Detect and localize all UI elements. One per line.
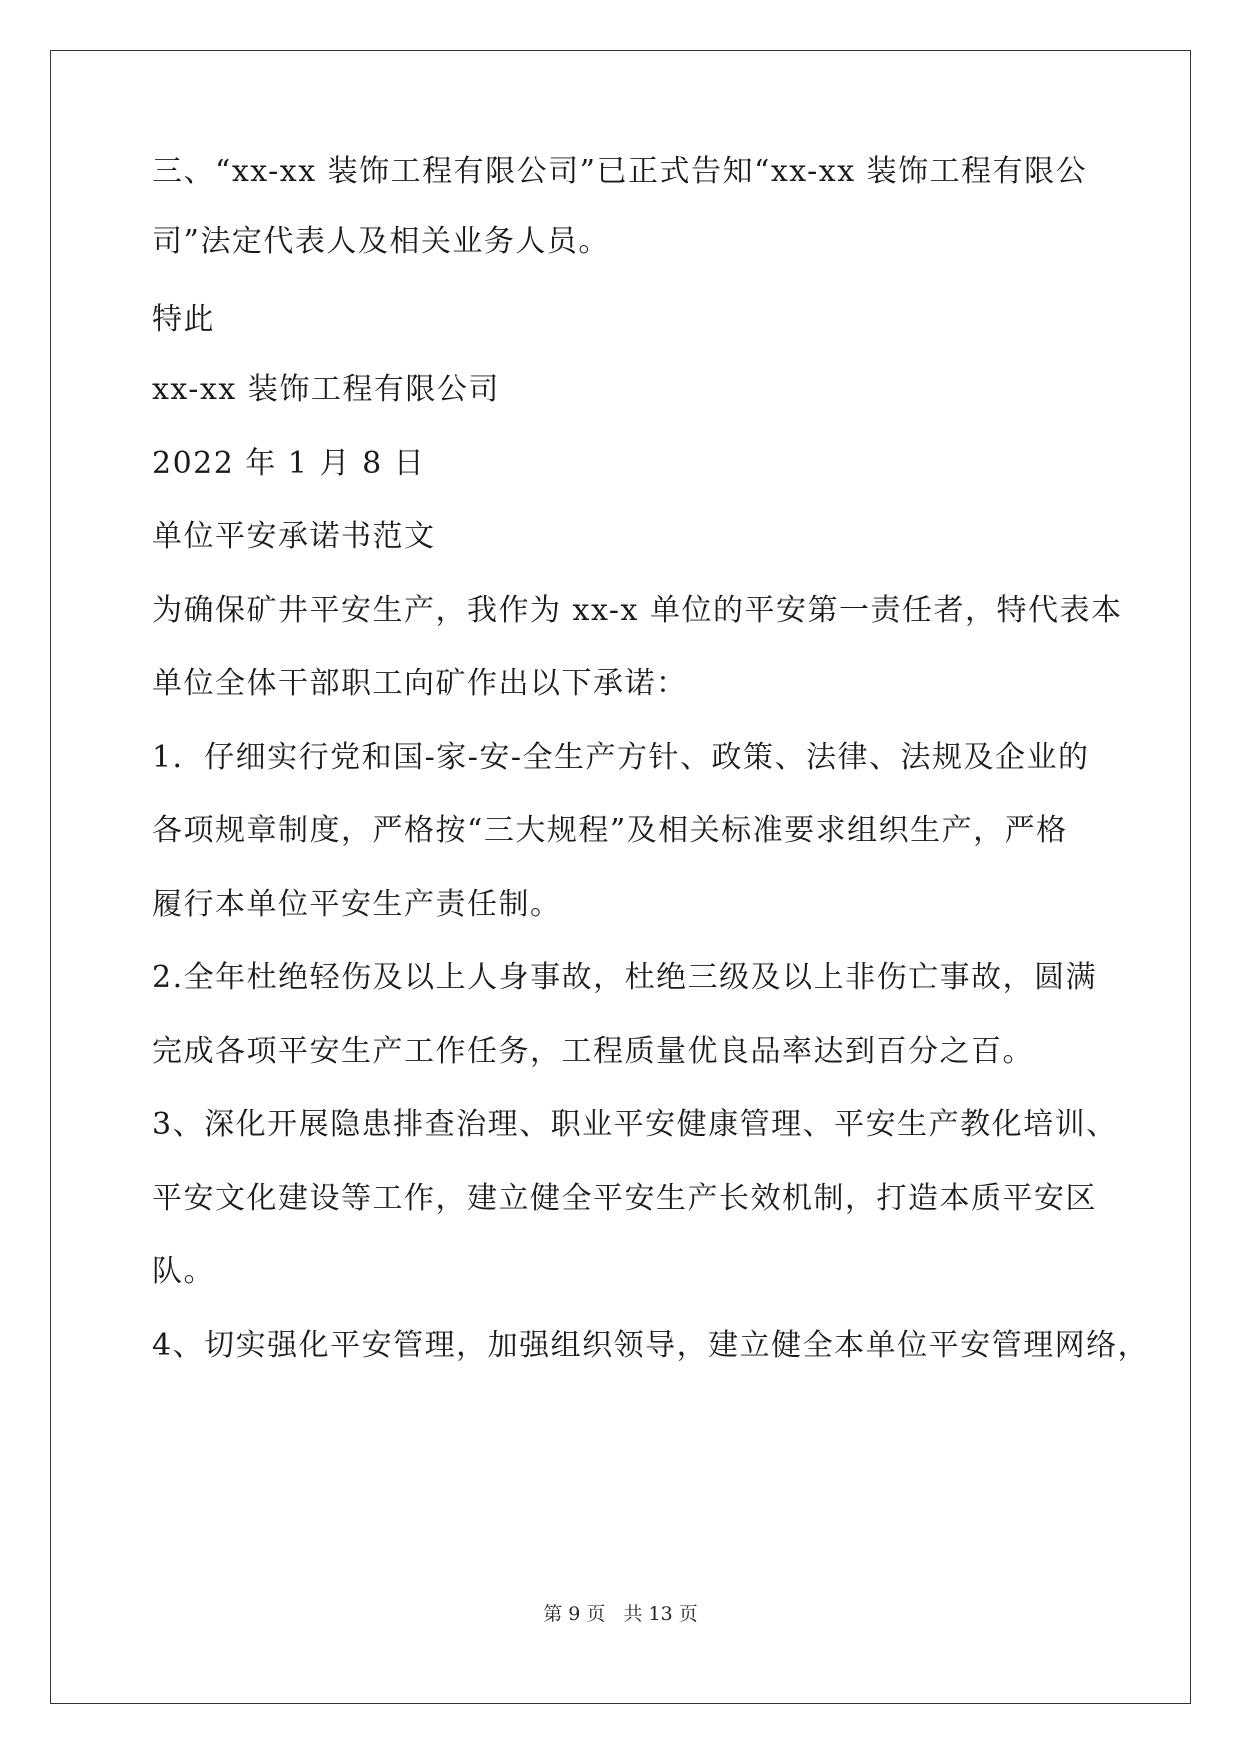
body-line-8: 单位全体干部职工向矿作出以下承诺： (152, 666, 688, 701)
body-line-7: 为确保矿井平安生产，我作为 xx-x 单位的平安第一责任者，特代表本 (152, 593, 1123, 628)
body-line-12: 2.全年杜绝轻伤及以上人身事故，杜绝三级及以上非伤亡事故，圆满 (152, 960, 1098, 995)
body-line-11: 履行本单位平安生产责任制。 (152, 887, 562, 922)
body-line-16: 队。 (152, 1254, 215, 1289)
body-line-9: 1．仔细实行党和国-家-安-全生产方针、政策、法律、法规及企业的 (152, 740, 1090, 775)
body-line-10: 各项规章制度，严格按“三大规程”及相关标准要求组织生产，严格 (152, 813, 1068, 848)
body-line-2: 司”法定代表人及相关业务人员。 (152, 224, 610, 259)
page-border (50, 50, 1191, 1704)
section-title: 单位平安承诺书范文 (152, 519, 436, 554)
body-line-13: 完成各项平安生产工作任务，工程质量优良品率达到百分之百。 (152, 1034, 1034, 1069)
body-line-14: 3、深化开展隐患排查治理、职业平安健康管理、平安生产教化培训、 (152, 1107, 1118, 1142)
body-line-17: 4、切实强化平安管理，加强组织领导，建立健全本单位平安管理网络， (152, 1328, 1150, 1363)
body-line-3: 特此 (152, 302, 215, 337)
body-line-1: 三、“xx-xx 装饰工程有限公司”已正式告知“xx-xx 装饰工程有限公 (152, 154, 1088, 189)
page-number: 第 9 页 (543, 1603, 606, 1625)
body-line-15: 平安文化建设等工作，建立健全平安生产长效机制，打造本质平安区 (152, 1181, 1097, 1216)
date-line: 2022 年 1 月 8 日 (152, 446, 426, 481)
page-total: 共 13 页 (623, 1603, 698, 1625)
page-footer (0, 1602, 1241, 1626)
company-name: xx-xx 装饰工程有限公司 (152, 372, 500, 407)
